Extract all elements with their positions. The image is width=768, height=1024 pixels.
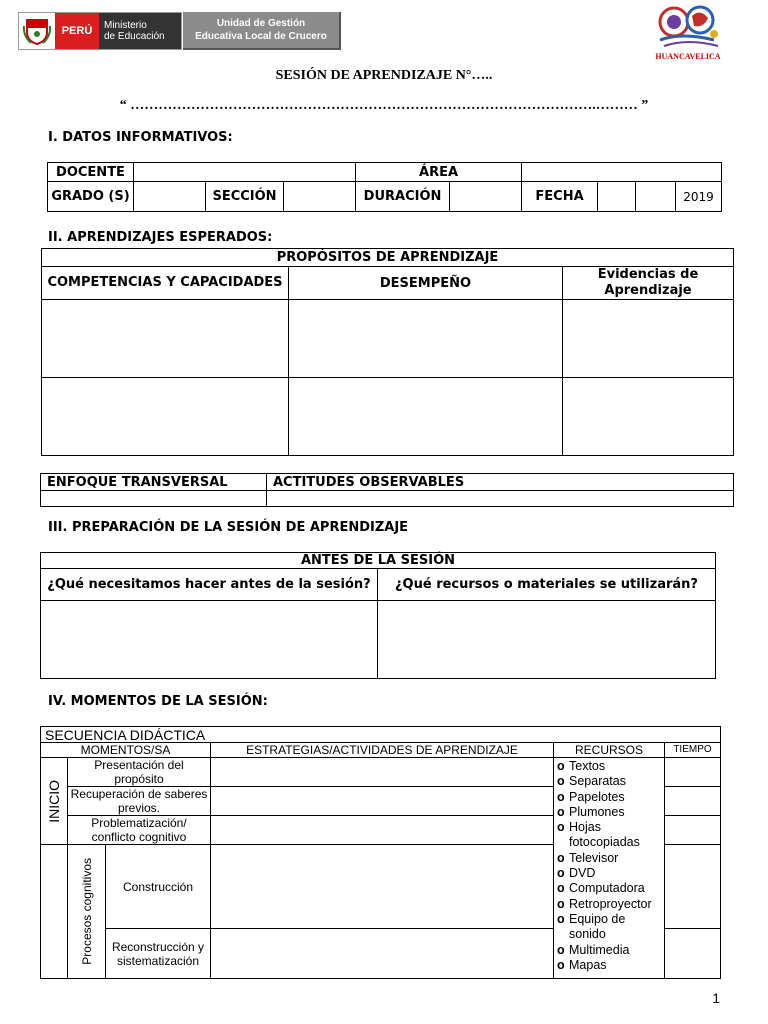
reconstruccion-tiempo-cell[interactable] [665,929,721,979]
ugel-banner [183,12,341,50]
problematizacion-estrategias-cell[interactable] [211,816,554,845]
recurso-label: Hojas fotocopiadas [569,820,640,850]
fecha-month-field[interactable] [636,182,676,212]
docente-field[interactable] [134,163,356,182]
bullet-icon: o [557,804,565,819]
recurso-item [557,912,662,943]
inicio-cell [41,758,68,845]
seccion-label: SECCIÓN [206,182,284,212]
presentacion-estrategias-cell[interactable] [211,758,554,787]
desempeno-header: DESEMPEÑO [289,267,563,300]
que-necesitamos-cell[interactable] [41,601,378,679]
recurso-item [557,851,662,866]
bullet-icon: o [557,759,565,773]
actitudes-header: ACTITUDES OBSERVABLES [267,474,734,491]
bullet-icon: o [557,789,565,804]
session-subtitle-placeholder: “ ……………………………………………………………………………………….……… ” [119,98,649,113]
ministry-logo [18,12,182,48]
procesos-cell [68,845,106,979]
recuperacion-label: Recuperación de saberes previos. [68,787,211,816]
evidencias-cell-1[interactable] [563,300,734,378]
bullet-icon: o [557,911,565,926]
recurso-label: Plumones [569,804,625,819]
grado-field[interactable] [134,182,206,212]
propositos-header: PROPÓSITOS DE APRENDIZAJE [42,249,734,267]
ministry-name [99,13,181,49]
reconstruccion-estrategias-cell[interactable] [211,929,554,979]
evidencias-header: Evidencias de Aprendizaje [563,267,734,300]
recurso-item [557,943,662,958]
presentacion-tiempo-cell[interactable] [665,758,721,787]
region-name: HUANCAVELICA [655,52,721,61]
competencias-cell-2[interactable] [42,378,289,456]
bullet-icon: o [557,774,565,789]
recursos-header: RECURSOS [554,743,665,758]
peru-shield-icon [19,13,55,49]
page-number: 1 [712,990,720,1006]
peru-label: PERÚ [55,13,99,49]
momentos-header: MOMENTOS/SA [41,743,211,758]
section-4-heading: IV. MOMENTOS DE LA SESIÓN: [48,694,268,709]
bullet-icon: o [557,866,565,881]
section-2-heading: II. APRENDIZAJES ESPERADOS: [48,230,273,245]
recurso-item [557,805,662,820]
section-1-heading: I. DATOS INFORMATIVOS: [48,130,233,145]
section-3-heading: III. PREPARACIÓN DE LA SESIÓN DE APRENDIZAJE [48,520,409,535]
recurso-label: Computadora [569,881,645,896]
duracion-field[interactable] [450,182,522,212]
desempeno-cell-2[interactable] [289,378,563,456]
seccion-field[interactable] [284,182,356,212]
area-label: ÁREA [356,163,522,182]
datos-informativos-table [47,162,722,212]
ministry-line-1: Ministerio [104,20,147,31]
bullet-icon: o [557,850,565,865]
problematizacion-tiempo-cell[interactable] [665,816,721,845]
evidencias-cell-2[interactable] [563,378,734,456]
presentacion-label: Presentación del propósito [68,758,211,787]
recurso-item [557,790,662,805]
recurso-label: Mapas [569,957,607,972]
bullet-icon: o [557,881,565,896]
recurso-label: Televisor [569,850,619,865]
construccion-label: Construcción [106,845,211,929]
recurso-item [557,958,662,973]
recurso-label: Papelotes [569,789,625,804]
construccion-estrategias-cell[interactable] [211,845,554,929]
recurso-item [557,820,662,851]
duracion-label: DURACIÓN [356,182,450,212]
aprendizajes-esperados-table [41,248,734,456]
momentos-table [40,726,721,979]
recurso-label: Textos [569,759,606,773]
ministry-line-2: de Educación [104,31,165,42]
procesos-label: Procesos cognitivos [79,858,94,965]
recuperacion-tiempo-cell[interactable] [665,787,721,816]
recurso-item [557,881,662,896]
recuperacion-estrategias-cell[interactable] [211,787,554,816]
recurso-label: Equipo de sonido [569,911,626,942]
recurso-label: Separatas [569,774,626,789]
peru-logo-box [18,12,182,50]
recurso-label: Retroproyector [569,896,652,911]
actitudes-cell[interactable] [267,491,734,507]
secuencia-header: SECUENCIA DIDÁCTICA [41,727,721,743]
construccion-tiempo-cell[interactable] [665,845,721,929]
recurso-item [557,897,662,912]
bullet-icon: o [557,942,565,957]
reconstruccion-label: Reconstrucción y sistematización [106,929,211,979]
recurso-label: Multimedia [569,942,630,957]
inicio-label: INICIO [46,779,62,823]
que-recursos-cell[interactable] [378,601,716,679]
que-necesitamos-header: ¿Qué necesitamos hacer antes de la sesión? [41,569,378,601]
docente-label: DOCENTE [48,163,134,182]
fecha-year: 2019 [676,182,722,212]
recurso-label: DVD [569,866,596,881]
recurso-item [557,866,662,881]
tiempo-header: TIEMPO [665,743,721,758]
bullet-icon: o [557,896,565,911]
fecha-label: FECHA [522,182,598,212]
ugel-line-2: Educativa Local de Crucero [195,31,327,42]
competencias-header: COMPETENCIAS Y CAPACIDADES [42,267,289,300]
enfoque-header: ENFOQUE TRANSVERSAL [41,474,267,491]
competencias-cell-1[interactable] [42,300,289,378]
antes-header: ANTES DE LA SESIÓN [41,553,716,569]
que-recursos-header: ¿Qué recursos o materiales se utilizarán? [378,569,716,601]
preparacion-table [40,552,716,679]
enfoque-table [40,473,734,507]
recursos-list [557,759,662,973]
ugel-line-1: Unidad de Gestión [216,18,306,29]
session-title: SESIÓN DE APRENDIZAJE N°….. [275,68,493,83]
desarrollo-blank-cell [41,845,68,979]
desempeno-cell-1[interactable] [289,300,563,378]
area-field[interactable] [522,163,722,182]
problematizacion-label: Problematización/ conflicto cognitivo [68,816,211,845]
fecha-day-field[interactable] [598,182,636,212]
recurso-item [557,774,662,789]
recurso-item [557,759,662,774]
estrategias-header: ESTRATEGIAS/ACTIVIDADES DE APRENDIZAJE [211,743,554,758]
bullet-icon: o [557,957,565,972]
bullet-icon: o [557,820,565,835]
enfoque-cell[interactable] [41,491,267,507]
recursos-cell [554,758,665,979]
grado-label: GRADO (S) [48,182,134,212]
